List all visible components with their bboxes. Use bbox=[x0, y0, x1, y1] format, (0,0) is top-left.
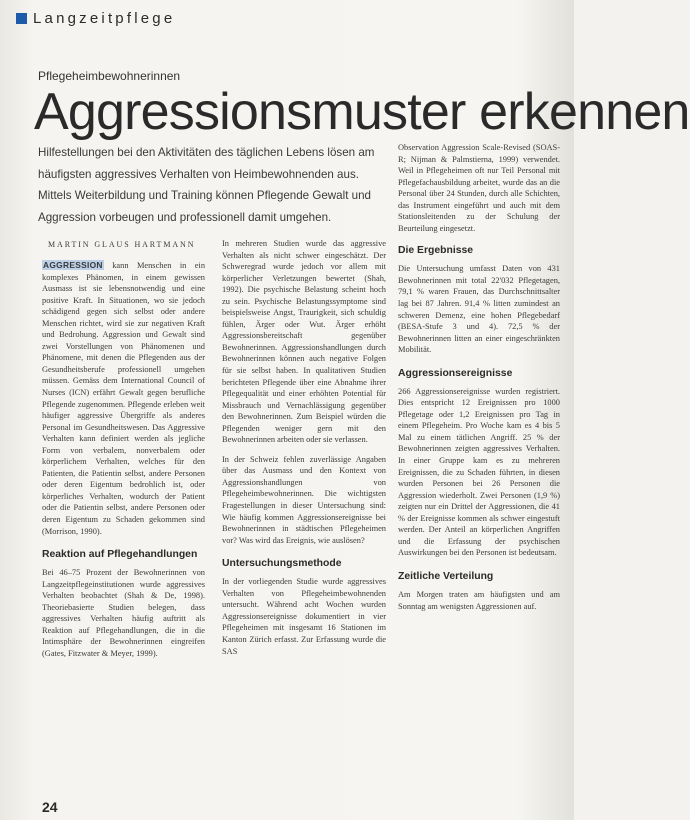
text-column-1 bbox=[42, 260, 205, 815]
article-lead: Hilfestellungen bei den Aktivitäten des täglichen Lebens lösen am häufigsten aggressives Verhalten von Heimbewohnenden aus. Mittels Weiterbildung und Training können Pflegende Gewalt und Aggression vorbeugen und professionell damit umgehen. bbox=[38, 146, 375, 224]
article-kicker: Pflegeheimbewohnerinnen bbox=[38, 69, 181, 83]
intro-paragraph bbox=[42, 260, 205, 537]
paragraph-ereignisse: 266 Aggressionsereignisse wurden registriert. Dies entspricht 12 Ereignissen pro 1000 Pflegetage oder 1,2 Ereignissen pro Tag in einem Pflegeheim. Pro Woche kam es 4 bis 5 Mal zu einem tätlichen Angriff. 25 % der Bewohnerinnen zeigten aggressives Verhalten. In einer Gruppe kam es zu mehreren Ereignissen, die zu Schaden führten, in diesen wurden Personen bei 26 Personen die Aggression wiederholt. Zwei Personen (1,9 %) zeigten nur ein Drittel der Aggressionen, die 41 % der Ereignisse kommen als schwer eingestuft werden. Der Anteil an körperlichen Angriffen und die Erfassung der psychischen Auswirkungen bei den Personen ist bedeutsam. bbox=[398, 386, 560, 558]
page-number: 24 bbox=[42, 799, 58, 815]
paragraph-methode: In der vorliegenden Studie wurde aggressives Verhalten von Pflegeheimbewohnenden untersucht. Während acht Wochen wurden Aggressionsereignisse dokumentiert in vier Pflegeheimen mit insgesamt 16 Stationen im Kanton Zürich erfasst. Zur Erfassung wurde die SAS bbox=[222, 577, 386, 656]
paragraph-ergebnisse: Die Untersuchung umfasst Daten von 431 Bewohnerinnen mit total 22'032 Pflegetagen, 79,1 % waren Frauen, das Durchschnittsalter lag bei 87 Jahren. 91,4 % litten zumindest an schweren Demenz, eine hohen Pflegebedarf (BESA-Stufe 3 und 4). 72,5 % der Bewohnerinnen litten an einer eingeschränkten Mobilität. bbox=[398, 264, 560, 355]
text-column-3 bbox=[398, 142, 560, 812]
intro-text: kann Menschen in ein komplexes Phänomen, in einem gewissen Ausmass ist sie lebensnotwendig und eine positive Kraft. In Situationen, wo sie jedoch schädigend gegen sich selbst oder andere Menschen richtet, wird sie zur negativen Kraft und Bedrohung. Aggression und Gewalt sind zwei Vorstellungen von Phänomenen und Phänomene, mit denen die Pflegenden aus der Gesundheitsberufe professionell umgehen müssen. Gemäss dem International Council of Nurses (ICN) erfährt Gewalt gegen berufliche Pflegende zugenommen. Pflegende erleben weit häufiger aggressive Übergriffe als anderes Personal im Gesundheitswesen. Das Aggressive Verhalten kann definiert werden als jegliche Form von verbalem, nonverbalem oder körperlichem Verhalten, welches für den Patienten, die Patientin selbst, andere Personen oder deren Eigentum bedrohlich ist, oder körperliches Verhalten, wodurch der Patient oder die Patientin selbst, andere Personen oder deren Eigentum zu Schaden gekommen sind (Morrison, 1990). bbox=[42, 261, 206, 536]
paragraph-reaktion: Bei 46–75 Prozent der Bewohnerinnen von Langzeitpflegeinstitutionen wurde aggressives Verhalten beobachtet (Shah & De, 1998). Theoriebasierte Studien belegen, dass aggressives Verhalten häufig auftritt als Reaktion auf Pflegehandlungen, die in die Intimsphäre der Bewohnerinnen eingreifen (Gates, Fitzwater & Meyer, 1999). bbox=[42, 568, 205, 658]
paragraph-col3-1: Observation Aggression Scale-Revised (SOAS-R; Nijman & Palmstierna, 1999) verwendet. Weil in Pflegeheimen oft nur Teil Personal mit Pflegefachausbildung arbeitet, wurde das an die Personal über 24 Stunden, durch alle Schichten, das Instrument eingeführt und auch mit dem Stationsleitenden zu der Schulung der Beurteilung eingesetzt. bbox=[398, 143, 560, 233]
subhead-ergebnisse: Die Ergebnisse bbox=[398, 245, 474, 257]
article-headline: Aggressionsmuster erkennen bbox=[34, 83, 690, 141]
text-column-2 bbox=[222, 238, 386, 798]
section-marker-square bbox=[16, 13, 27, 24]
subhead-ereignisse: Aggressionsereignisse bbox=[398, 367, 513, 379]
dropword-highlight: AGGRESSION bbox=[43, 260, 103, 270]
paragraph-col2-2: In der Schweiz fehlen zuverlässige Angaben über das Ausmass und den Kontext von Aggressionshandlungen von Pflegeheimbewohnerinnen. Die wichtigsten Fragestellungen in dieser Untersuchung sind: Wie häufig kommen Aggressionsereignisse bei Bewohnerinnen in städtischen Pflegeheimen vor? Was wird das Ereignis, wie auslösen? bbox=[222, 454, 386, 545]
subhead-verteilung: Zeitliche Verteilung bbox=[398, 570, 494, 582]
section-tag: Langzeitpflege bbox=[33, 9, 176, 27]
subhead-methode: Untersuchungsmethode bbox=[222, 558, 342, 570]
paragraph-verteilung: Am Morgen traten am häufigsten und am Sonntag am wenigsten Aggressionen auf. bbox=[398, 589, 560, 611]
section-header bbox=[16, 8, 175, 28]
article-byline: MARTIN GLAUS HARTMANN bbox=[48, 240, 196, 249]
paragraph-col2-1: In mehreren Studien wurde das aggressive Verhalten als nicht schwer eingeschätzt. Der Schweregrad wurde jedoch vor allem mit körperlicher Verletzungen bewertet (Shah, 1992). Die psychische Belastung scheint hoch zu sein. Psychische Belastungssymptome sind beispielsweise Angst, Traurigkeit, sich schuldig fühlen, Ärger oder Wut. Ärger erhöht Aggressionsbereitschaft gegenüber Bewohnerinnen. Aggressionshandlungen durch Bewohnerinnen können auch negative Folgen für sie selbst haben. In qualitativen Studien berichteten Pflegende über eine Abnahme ihrer Pflegequalität und einer erhöhten Potential für Missbrauch und Vernachlässigung gegenüber den Bewohnerinnen. Zum Beispiel würden die Pflegenden weniger gern mit den Bewohnerinnen arbeiten oder sie verlassen. bbox=[222, 239, 386, 445]
subhead-reaktion: Reaktion auf Pflegehandlungen bbox=[42, 549, 198, 561]
